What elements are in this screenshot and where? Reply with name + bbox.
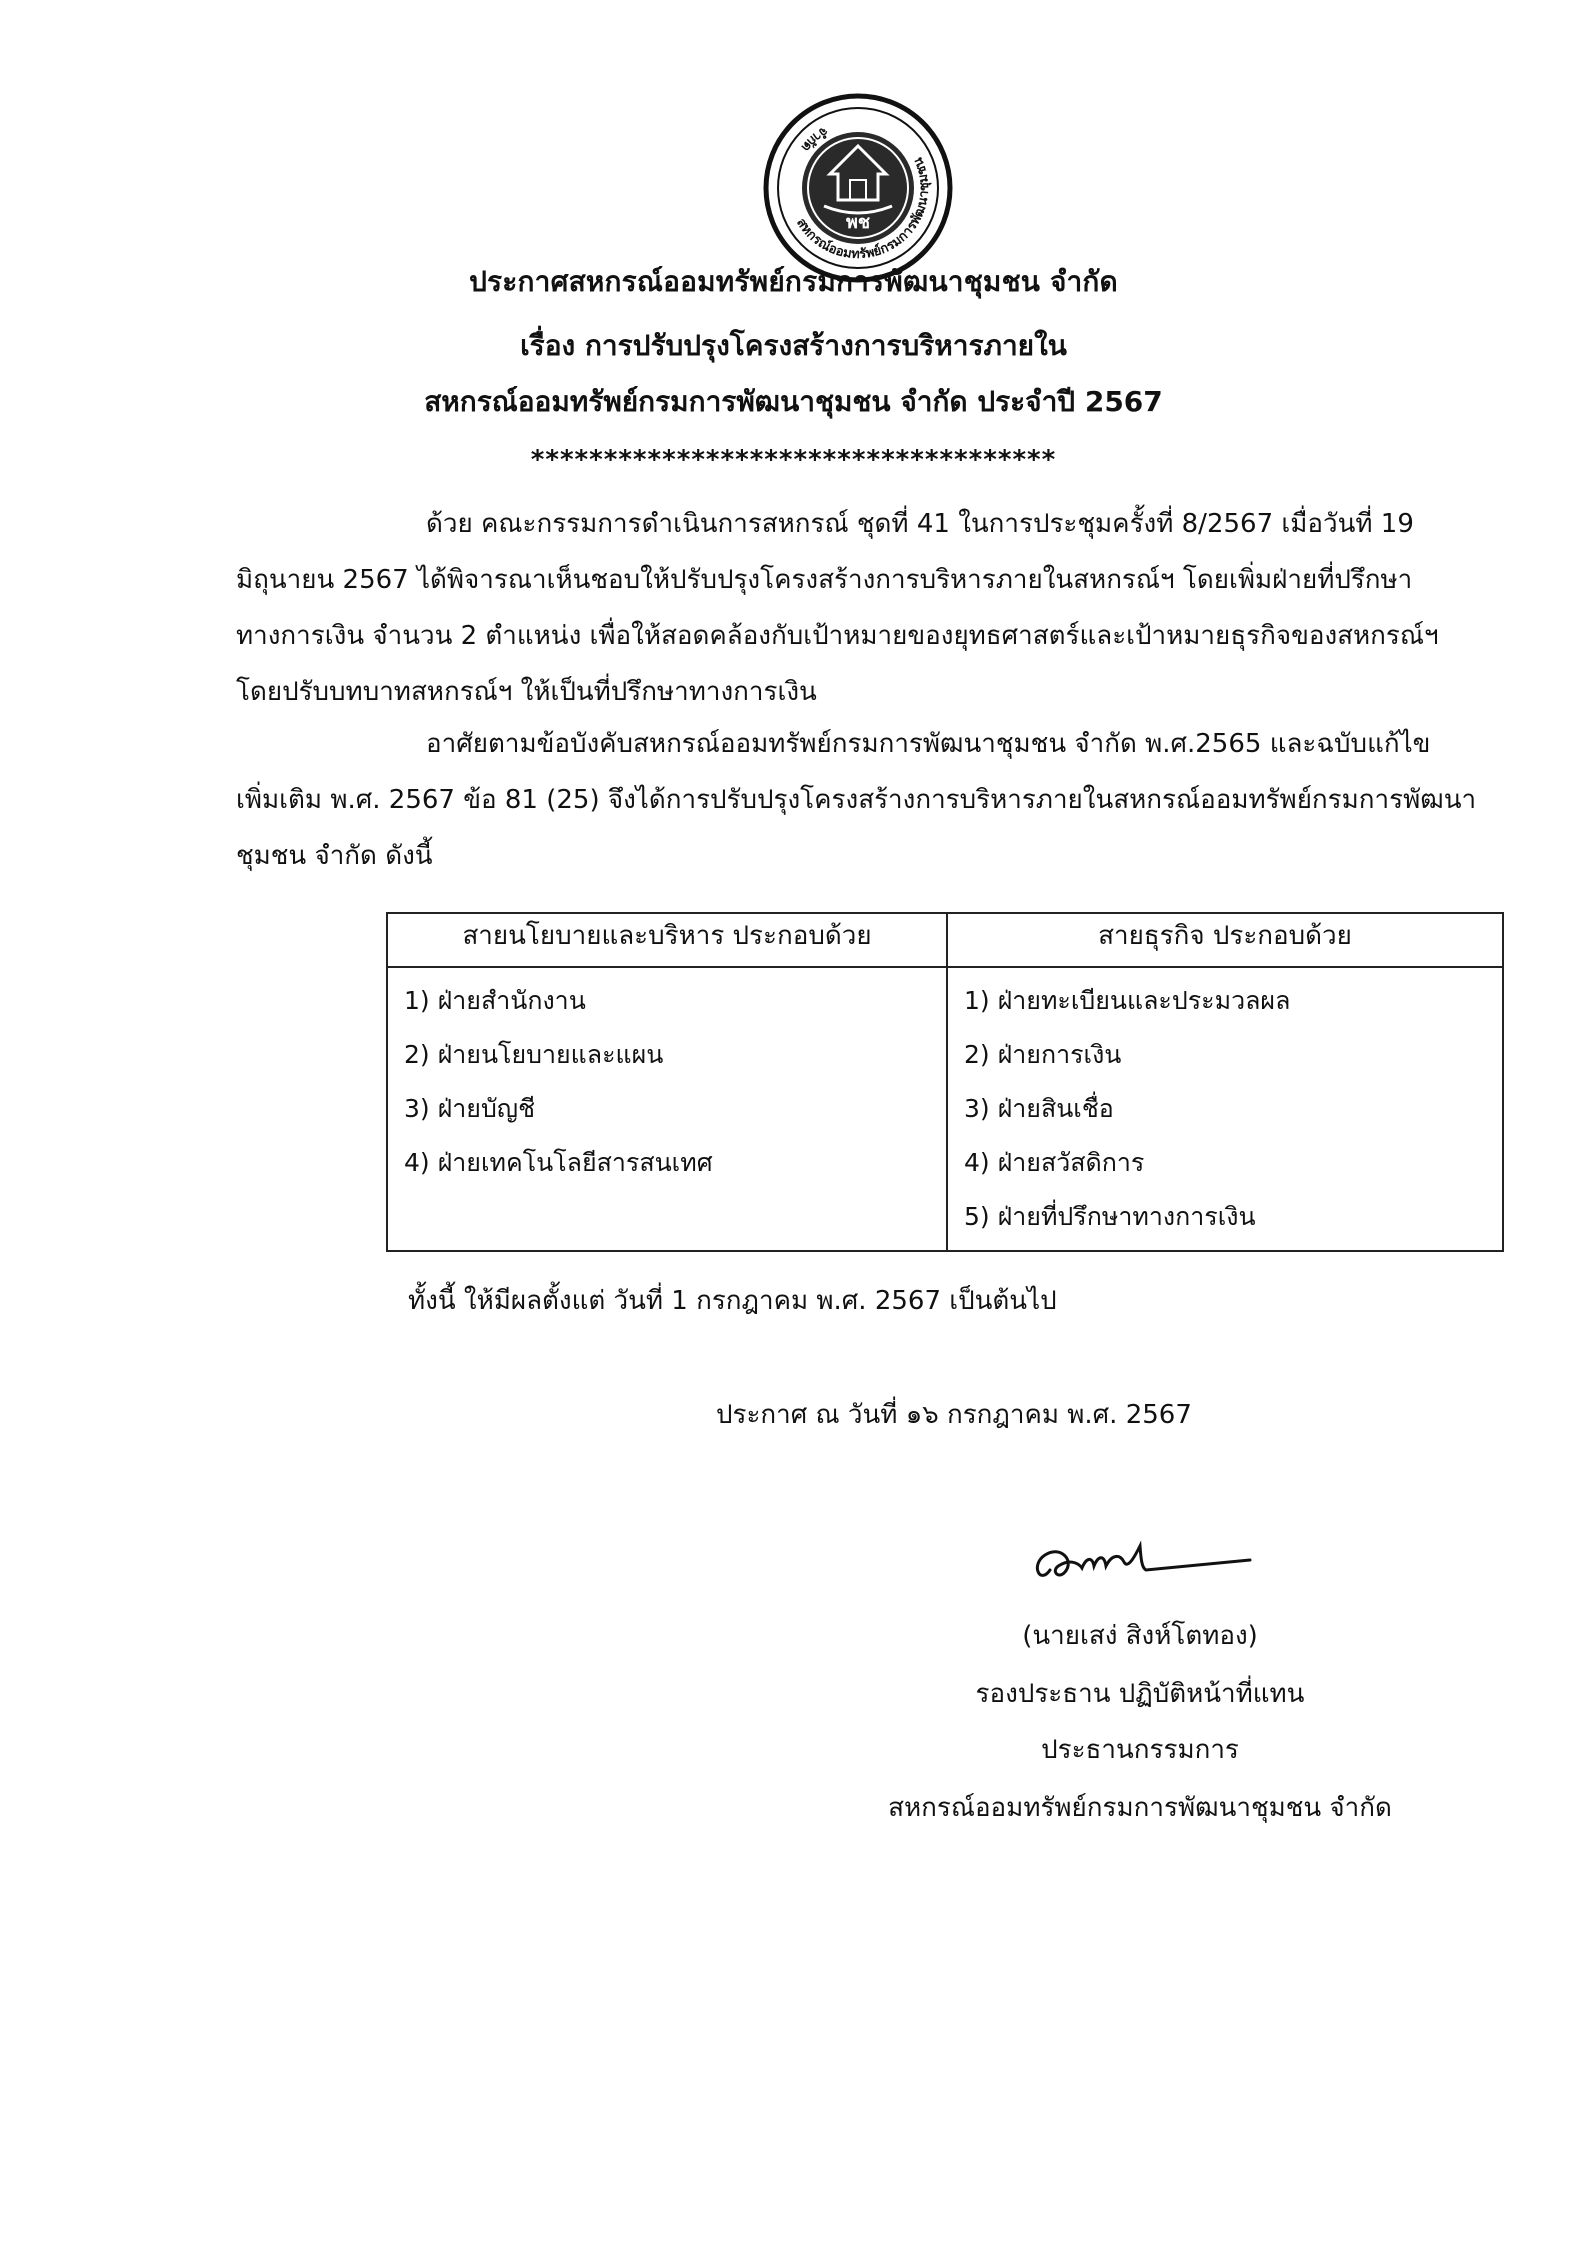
- announcement-date: ประกาศ ณ วันที่ ๑๖ กรกฎาคม พ.ศ. 2567: [716, 1400, 1192, 1430]
- policy-line-cell: [387, 967, 947, 1251]
- table-row: [387, 967, 1503, 1251]
- list-item: 4) ฝ่ายเทคโนโลยีสารสนเทศ: [404, 1148, 713, 1177]
- business-line-header: สายธุรกิจ ประกอบด้วย: [947, 913, 1503, 967]
- table-header-row: [387, 913, 1503, 967]
- announcement-subject-line2: สหกรณ์ออมทรัพย์กรมการพัฒนาชุมชน จำกัด ประจำปี 2567: [424, 385, 1163, 418]
- paragraph-line: เพิ่มเติม พ.ศ. 2567 ข้อ 81 (25) จึงได้การปรับปรุงโครงสร้างการบริหารภายในสหกรณ์ออมทรัพย์กรมการพัฒนา: [236, 785, 1477, 815]
- effective-date-text: ทั้งนี้ ให้มีผลตั้งแต่ วันที่ 1 กรกฎาคม พ.ศ. 2567 เป็นต้นไป: [408, 1286, 1057, 1316]
- signature-icon: [1020, 1510, 1260, 1600]
- cooperative-seal-logo: [758, 88, 958, 288]
- seal-ring-text: สหกรณ์ออมทรัพย์กรมการพัฒนาชุมชน: [793, 155, 933, 263]
- signer-position-2: ประธานกรรมการ: [1041, 1735, 1239, 1765]
- list-item: 4) ฝ่ายสวัสดิการ: [964, 1148, 1145, 1177]
- org-structure-table: [386, 912, 1504, 1252]
- paragraph-line: โดยปรับบทบาทสหกรณ์ฯ ให้เป็นที่ปรึกษาทางการเงิน: [236, 677, 817, 707]
- announcement-subject: เรื่อง การปรับปรุงโครงสร้างการบริหารภายใน: [520, 329, 1067, 362]
- separator-stars: ************************************: [530, 445, 1057, 475]
- list-item: 1) ฝ่ายทะเบียนและประมวลผล: [964, 986, 1291, 1015]
- paragraph-line: ชุมชน จำกัด ดังนี้: [236, 841, 433, 871]
- policy-line-header: สายนโยบายและบริหาร ประกอบด้วย: [387, 913, 947, 967]
- announcement-title: ประกาศสหกรณ์ออมทรัพย์กรมการพัฒนาชุมชน จำกัด: [469, 265, 1118, 298]
- paragraph-line: ทางการเงิน จำนวน 2 ตำแหน่ง เพื่อให้สอดคล้องกับเป้าหมายของยุทธศาสตร์และเป้าหมายธุรกิจของสหกรณ์ฯ: [236, 621, 1439, 651]
- signer-name: (นายเสง่ สิงห์โตทอง): [1022, 1621, 1258, 1651]
- list-item: 5) ฝ่ายที่ปรึกษาทางการเงิน: [964, 1202, 1256, 1231]
- list-item: 3) ฝ่ายบัญชี: [404, 1094, 536, 1123]
- paragraph-line: มิถุนายน 2567 ได้พิจารณาเห็นชอบให้ปรับปรุงโครงสร้างการบริหารภายในสหกรณ์ฯ โดยเพิ่มฝ่ายที่ปรึกษา: [236, 565, 1413, 595]
- signer-position: รองประธาน ปฏิบัติหน้าที่แทน: [975, 1679, 1305, 1709]
- list-item: 2) ฝ่ายการเงิน: [964, 1040, 1122, 1069]
- paragraph-line: ด้วย คณะกรรมการดำเนินการสหกรณ์ ชุดที่ 41 ในการประชุมครั้งที่ 8/2567 เมื่อวันที่ 19: [426, 509, 1414, 539]
- business-line-cell: [947, 967, 1503, 1251]
- signer-organization: สหกรณ์ออมทรัพย์กรมการพัฒนาชุมชน จำกัด: [888, 1793, 1392, 1823]
- seal-center-text: พช: [845, 212, 871, 233]
- paragraph-1: [236, 496, 1496, 720]
- list-item: 1) ฝ่ายสำนักงาน: [404, 986, 586, 1015]
- paragraph-line: อาศัยตามข้อบังคับสหกรณ์ออมทรัพย์กรมการพัฒนาชุมชน จำกัด พ.ศ.2565 และฉบับแก้ไข: [426, 729, 1431, 759]
- list-item: 2) ฝ่ายนโยบายและแผน: [404, 1040, 664, 1069]
- list-item: 3) ฝ่ายสินเชื่อ: [964, 1094, 1114, 1123]
- signature: [1020, 1510, 1260, 1600]
- seal-ring-text-right: จำกัด: [797, 123, 831, 155]
- seal-icon: [758, 88, 958, 288]
- paragraph-2: [236, 716, 1496, 884]
